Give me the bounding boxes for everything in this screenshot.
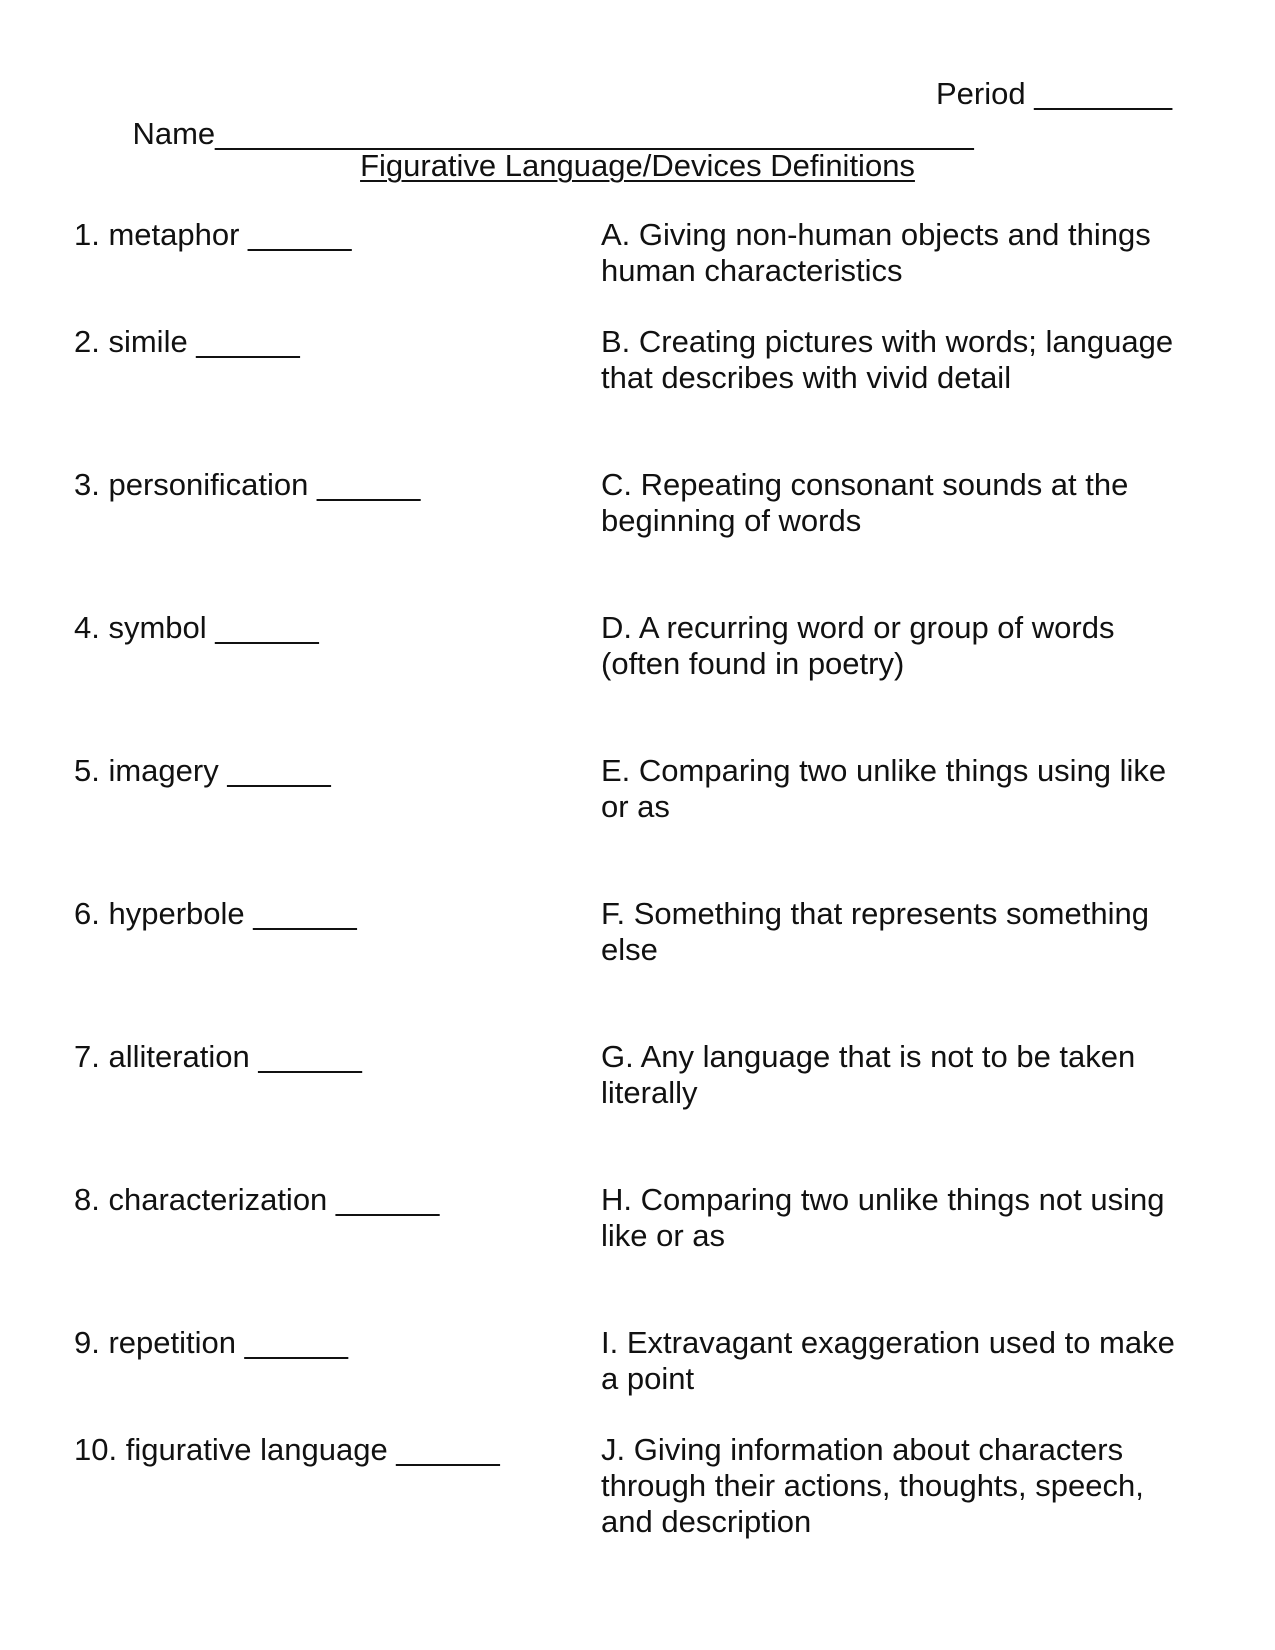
term-item[interactable]: 6. hyperbole ______ xyxy=(74,896,357,931)
definition-item: I. Extravagant exaggeration used to make a point xyxy=(601,1325,1175,1396)
definition-item: F. Something that represents something else xyxy=(601,896,1149,967)
definition-item: A. Giving non-human objects and things human characteristics xyxy=(601,217,1151,288)
definition-item: G. Any language that is not to be taken literally xyxy=(601,1039,1136,1110)
definition-item: C. Repeating consonant sounds at the beginning of words xyxy=(601,467,1129,538)
name-field[interactable]: Name____________________________________________ xyxy=(132,116,974,151)
term-item[interactable]: 7. alliteration ______ xyxy=(74,1039,362,1074)
definition-item: H. Comparing two unlike things not using like or as xyxy=(601,1182,1165,1253)
term-item[interactable]: 2. simile ______ xyxy=(74,324,300,359)
definition-item: E. Comparing two unlike things using like or as xyxy=(601,753,1167,824)
term-item[interactable]: 1. metaphor ______ xyxy=(74,217,352,252)
term-item[interactable]: 3. personification ______ xyxy=(74,467,421,502)
definition-item: J. Giving information about characters through their actions, thoughts, speech, and description xyxy=(601,1432,1144,1539)
page-title-text: Figurative Language/Devices Definitions xyxy=(360,148,915,183)
period-field[interactable]: Period ________ xyxy=(936,76,1173,111)
term-item[interactable]: 10. figurative language ______ xyxy=(74,1432,500,1467)
page-title xyxy=(0,146,1275,186)
definition-item: B. Creating pictures with words; language that describes with vivid detail xyxy=(601,324,1174,395)
term-item[interactable]: 4. symbol ______ xyxy=(74,610,319,645)
term-item[interactable]: 9. repetition ______ xyxy=(74,1325,349,1360)
definition-item: D. A recurring word or group of words (often found in poetry) xyxy=(601,610,1115,681)
term-item[interactable]: 5. imagery ______ xyxy=(74,753,331,788)
term-item[interactable]: 8. characterization ______ xyxy=(74,1182,440,1217)
